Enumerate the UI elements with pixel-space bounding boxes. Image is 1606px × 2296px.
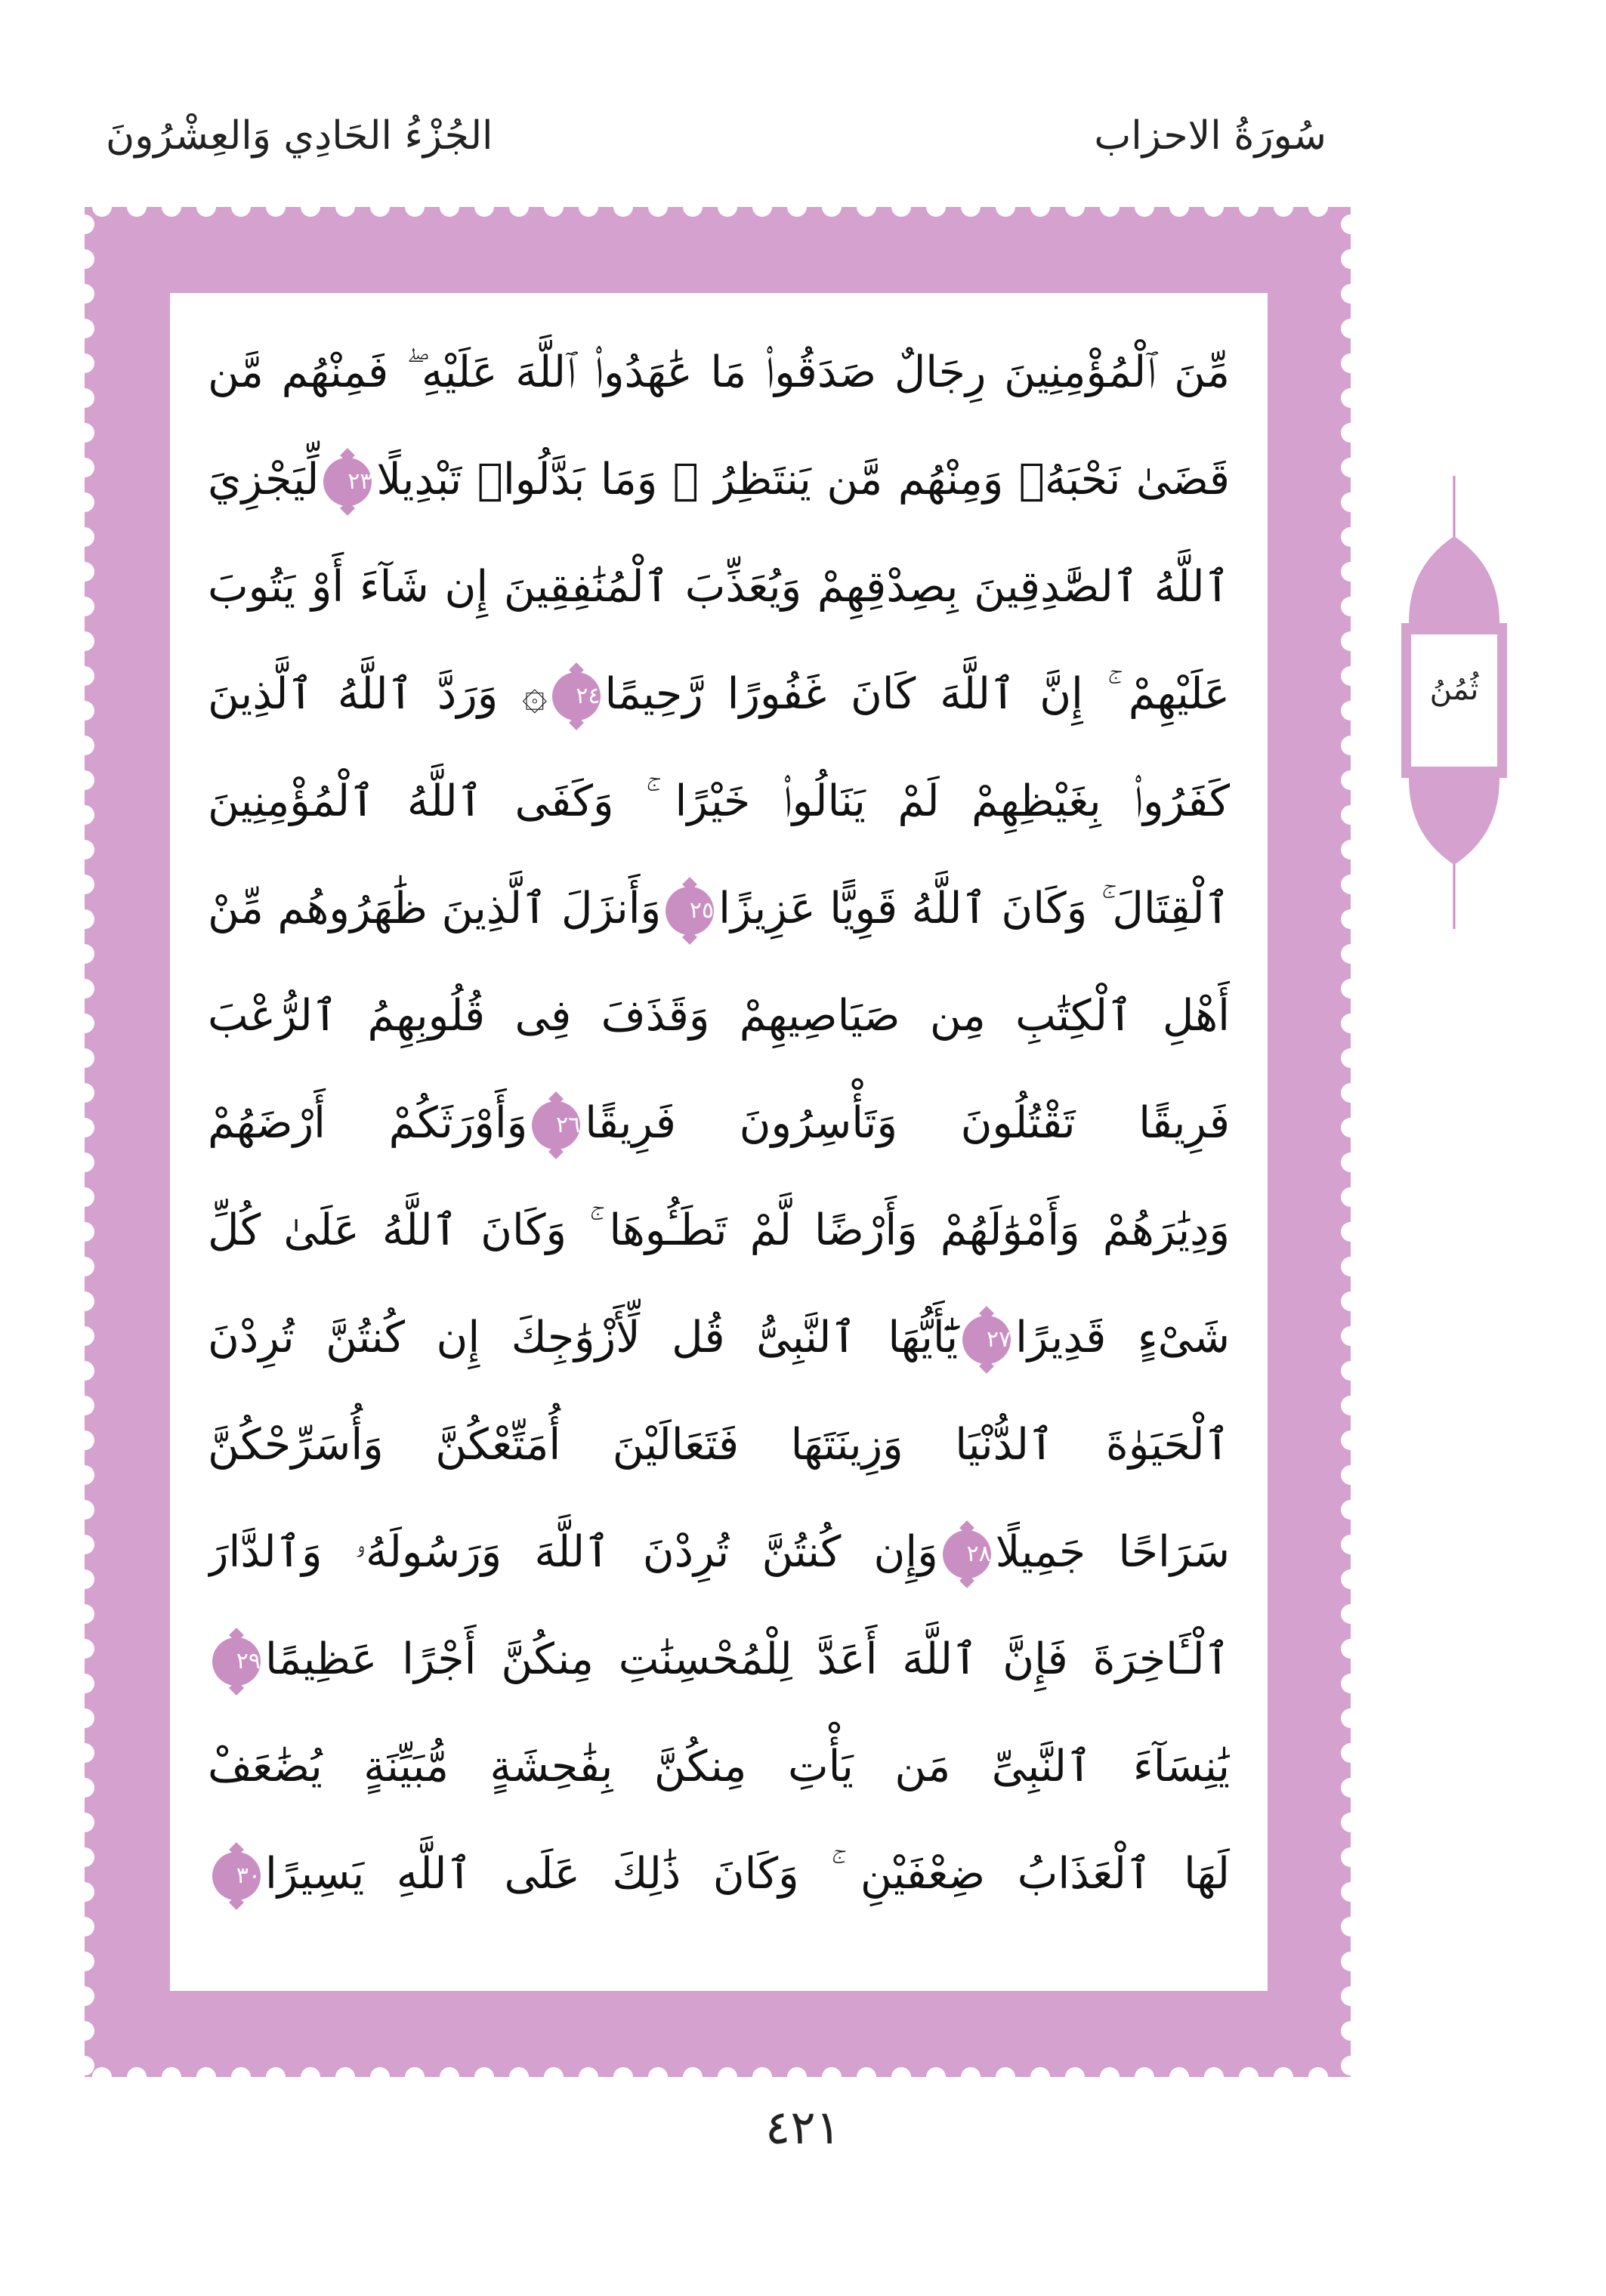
verse-text: ٱلْـَٔاخِرَةَ فَإِنَّ ٱللَّهَ أَعَدَّ لِلْمُحْسِنَٰتِ مِنكُنَّ أَجْرًا عَظِيمًا [265,1634,1230,1684]
verse-text: أَهْلِ ٱلْكِتَٰبِ مِن صَيَاصِيهِمْ وَقَذَفَ فِى قُلُوبِهِمُ ٱلرُّعْبَ [208,991,1230,1041]
verse-line [208,1284,1230,1391]
surah-title: سُورَةُ الاحزاب [1094,113,1326,159]
quran-text-panel [170,293,1268,1991]
verse-text: لَهَا ٱلْعَذَابُ ضِعْفَيْنِ ۚ وَكَانَ ذَٰلِكَ عَلَى ٱللَّهِ يَسِيرًا [265,1849,1230,1899]
verse-text-continuation: يَٰٓأَيُّهَا ٱلنَّبِىُّ قُل لِّأَزْوَٰجِكَ إِن كُنتُنَّ تُرِدْنَ [208,1313,959,1362]
juz-title: الجُزْءُ الحَادِي وَالعِشْرُونَ [106,113,493,159]
verse-line [208,640,1230,748]
verse-line [208,1177,1230,1284]
ayah-number-marker: ٢٧ [962,1316,1011,1364]
verse-text-continuation: لِّيَجْزِيَ [208,455,320,505]
ayah-number-marker: ٣٠ [212,1852,261,1900]
verse-text-continuation: وَأَوْرَثَكُمْ أَرْضَهُمْ [208,1098,528,1148]
verse-text: مِّنَ ٱلْمُؤْمِنِينَ رِجَالٌ صَدَقُوا۟ مَا عَٰهَدُوا۟ ٱللَّهَ عَلَيْهِ ۖ فَمِنْهُم مَّن [208,347,1230,397]
verse-text: عَلَيْهِمْ ۚ إِنَّ ٱللَّهَ كَانَ غَفُورًا رَّحِيمًا [604,669,1230,719]
verse-text: يَٰنِسَآءَ ٱلنَّبِىِّ مَن يَأْتِ مِنكُنَّ بِفَٰحِشَةٍ مُّبَيِّنَةٍ يُضَٰعَفْ [208,1742,1230,1791]
ayah-number-marker: ٢٣ [323,458,372,506]
verse-text: ٱلْحَيَوٰةَ ٱلدُّنْيَا وَزِينَتَهَا فَتَعَالَيْنَ أُمَتِّعْكُنَّ وَأُسَرِّحْكُنَّ [208,1420,1230,1470]
thumun-label: ثُمُنُ [1429,672,1479,707]
ayah-number-marker: ٢٩ [212,1637,261,1686]
ayah-number-marker: ٢٥ [666,887,714,935]
page-number: ٤٢١ [765,2100,841,2155]
verse-text-continuation: وَإِن كُنتُنَّ تُرِدْنَ ٱللَّهَ وَرَسُولَهُۥ وَٱلدَّارَ [208,1527,938,1577]
verse-lines [208,319,1230,1927]
verse-line [208,1069,1230,1177]
verse-text: ٱللَّهُ ٱلصَّٰدِقِينَ بِصِدْقِهِمْ وَيُعَذِّبَ ٱلْمُنَٰفِقِينَ إِن شَآءَ أَوْ يَتُوبَ [208,562,1230,612]
verse-line [208,319,1230,426]
verse-text: ٱلْقِتَالَ ۚ وَكَانَ ٱللَّهُ قَوِيًّا عَزِيزًا [718,884,1230,934]
verse-text: قَضَىٰ نَحْبَهُۥ وَمِنْهُم مَّن يَنتَظِرُ ۖ وَمَا بَدَّلُوا۟ تَبْدِيلًا [376,455,1230,505]
verse-line [208,1498,1230,1606]
verse-line [208,1713,1230,1820]
verse-text: وَدِيَٰرَهُمْ وَأَمْوَٰلَهُمْ وَأَرْضًا لَّمْ تَطَـُٔوهَا ۚ وَكَانَ ٱللَّهُ عَلَىٰ كُلِّ [208,1205,1230,1255]
ayah-number-marker: ٢٦ [532,1101,580,1150]
verse-line [208,426,1230,533]
verse-text: شَىْءٍ قَدِيرًا [1015,1313,1230,1362]
verse-line [208,1391,1230,1498]
verse-line [208,533,1230,640]
verse-text: كَفَرُوا۟ بِغَيْظِهِمْ لَمْ يَنَالُوا۟ خَيْرًا ۚ وَكَفَى ٱللَّهُ ٱلْمُؤْمِنِينَ [208,776,1230,826]
verse-line [208,1820,1230,1927]
ayah-number-marker: ٢٨ [943,1530,991,1578]
verse-line [208,855,1230,962]
verse-text: سَرَاحًا جَمِيلًا [995,1527,1230,1577]
verse-text: فَرِيقًا تَقْتُلُونَ وَتَأْسِرُونَ فَرِيقًا [585,1098,1230,1148]
verse-text-continuation: وَأَنزَلَ ٱلَّذِينَ ظَٰهَرُوهُم مِّنْ [208,884,662,934]
verse-line [208,962,1230,1069]
ayah-number-marker: ٢٤ [552,672,601,721]
verse-line [208,748,1230,855]
verse-text-continuation: ۞ وَرَدَّ ٱللَّهُ ٱلَّذِينَ [208,669,548,719]
verse-line [208,1606,1230,1713]
